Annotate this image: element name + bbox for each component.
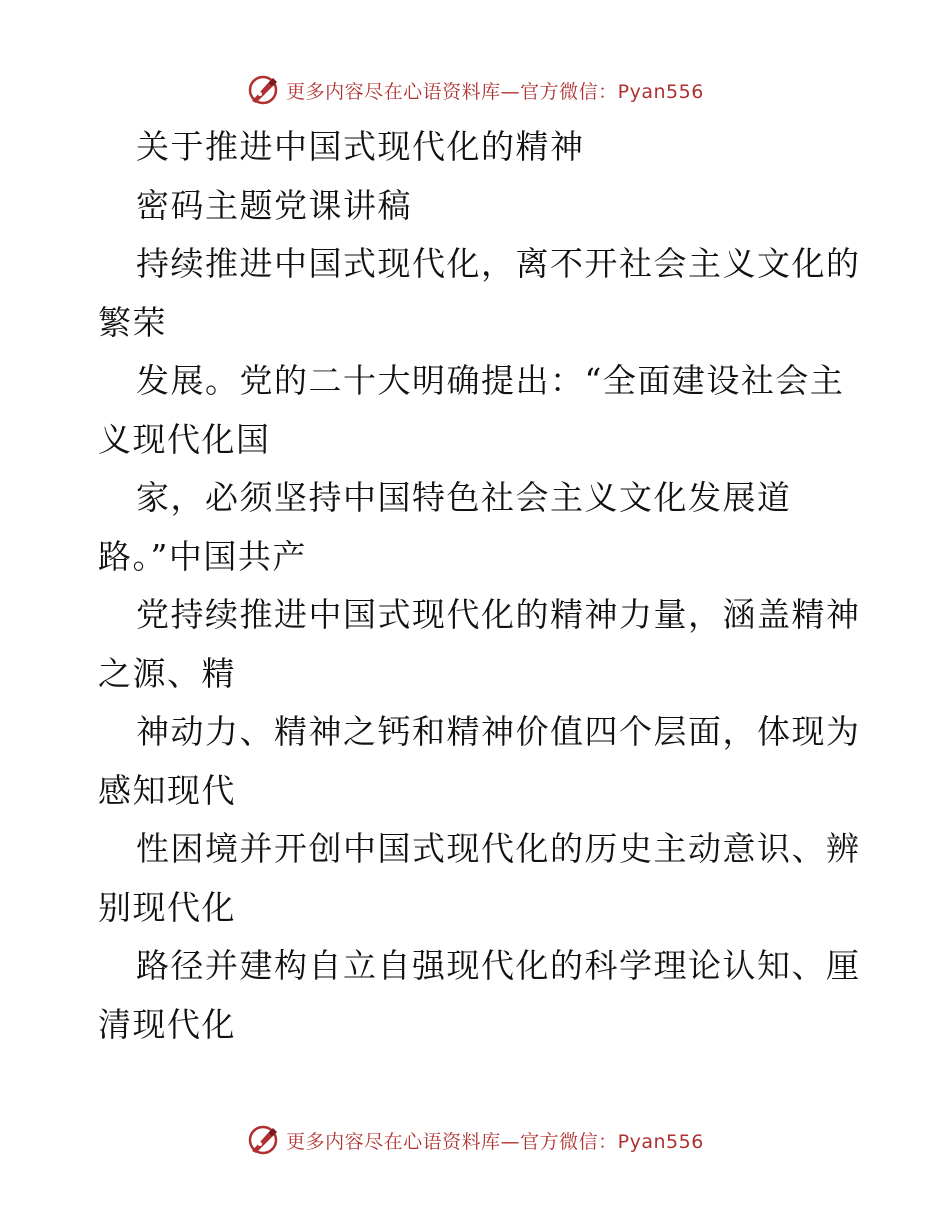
document-line: 发展。党的二十大明确提出：“全面建设社会主	[136, 361, 845, 400]
document-line: 清现代化	[98, 1004, 236, 1044]
document-line: 路。”中国共产	[98, 536, 307, 576]
footer-banner	[0, 1122, 950, 1158]
document-line: 党持续推进中国式现代化的精神力量，涵盖精神	[136, 595, 861, 634]
document-line: 密码主题党课讲稿	[136, 185, 412, 225]
pen-logo-icon	[246, 1123, 280, 1157]
document-line: 关于推进中国式现代化的精神	[136, 127, 585, 166]
document-line: 别现代化	[98, 887, 236, 927]
document-line: 持续推进中国式现代化，离不开社会主义文化的	[136, 244, 861, 283]
document-body	[98, 118, 861, 1054]
document-line: 繁荣	[98, 302, 167, 342]
document-line: 路径并建构自立自强现代化的科学理论认知、厘	[136, 946, 861, 985]
document-line: 家，必须坚持中国特色社会主义文化发展道	[136, 478, 792, 517]
header-banner-text: 更多内容尽在心语资料库—官方微信：Pyan556	[286, 80, 704, 103]
document-line: 之源、精	[98, 653, 236, 693]
header-banner	[0, 72, 950, 108]
footer-banner-text: 更多内容尽在心语资料库—官方微信：Pyan556	[286, 1130, 704, 1153]
document-line: 神动力、精神之钙和精神价值四个层面，体现为	[136, 712, 861, 751]
pen-logo-icon	[246, 73, 280, 107]
document-line: 义现代化国	[98, 419, 271, 459]
document-line: 感知现代	[98, 770, 236, 810]
document-line: 性困境并开创中国式现代化的历史主动意识、辨	[136, 829, 861, 868]
